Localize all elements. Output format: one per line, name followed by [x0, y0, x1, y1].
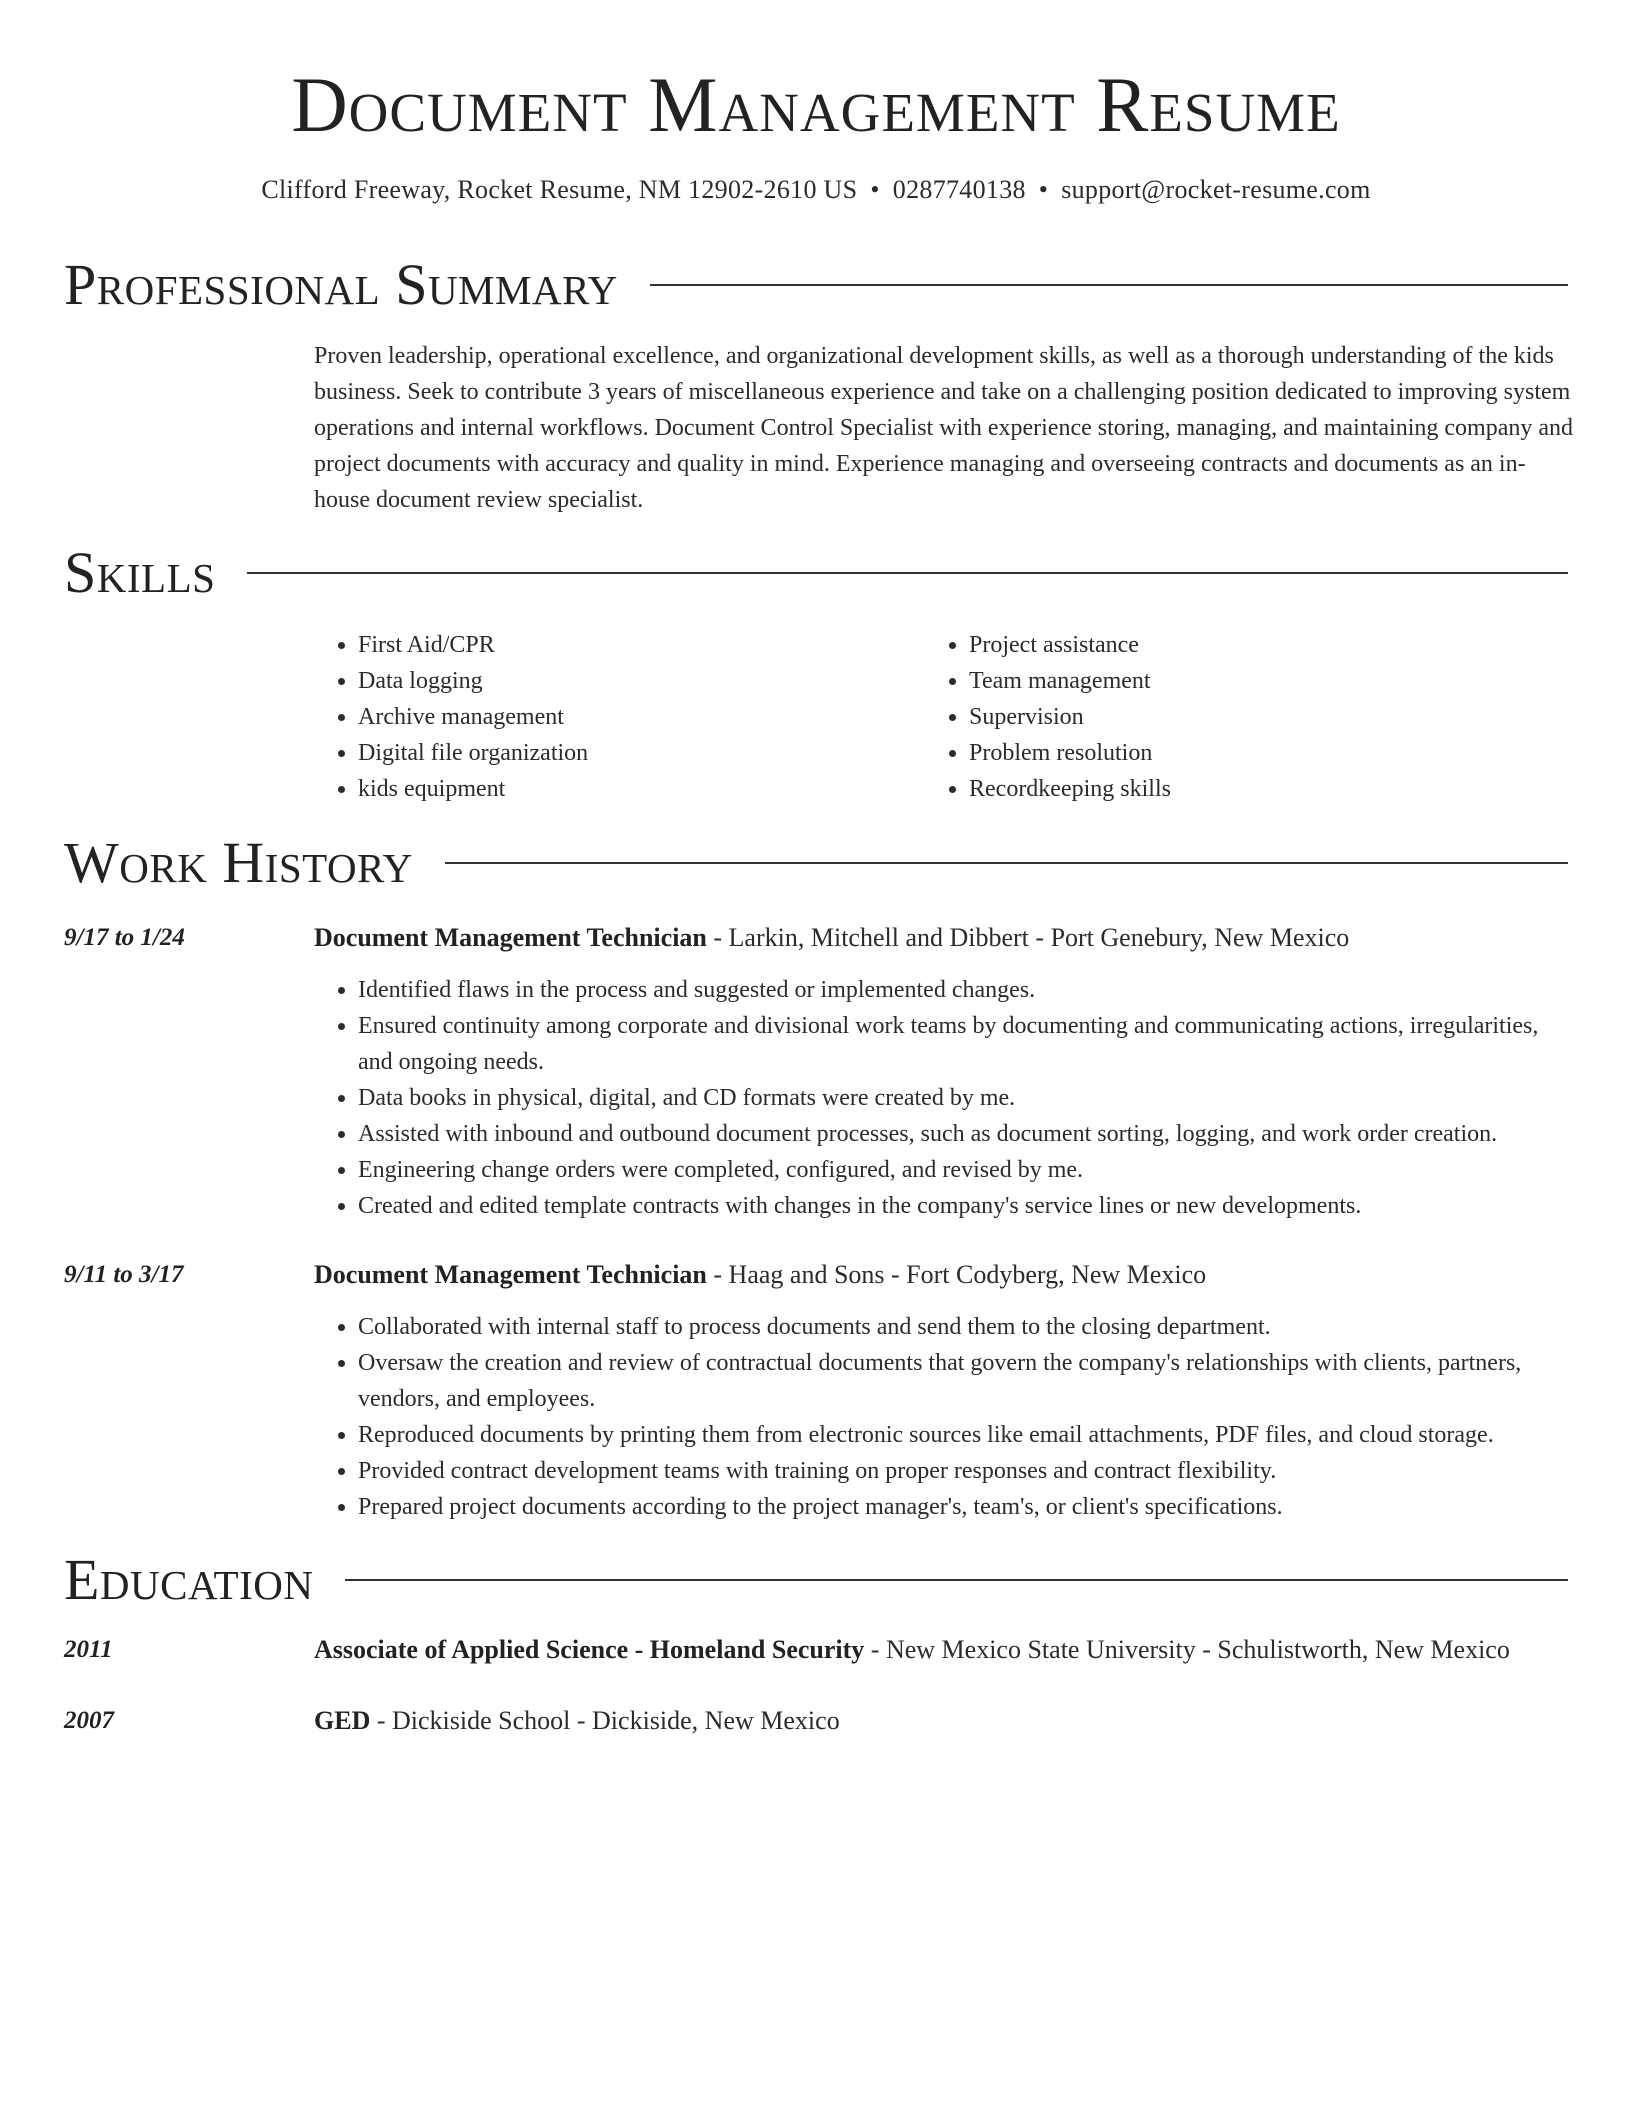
section-rule [650, 284, 1568, 286]
section-rule [247, 572, 1568, 574]
section-title-education: Education [64, 1547, 314, 1612]
resume-title: Document Management Resume [291, 61, 1341, 148]
contact-line [0, 172, 1632, 208]
job-bullet: • Identified flaws in the process and suggested or implemented changes. [358, 972, 1574, 1008]
job-bullet: • Assisted with inbound and outbound document processes, such as document sorting, logging, and work order creation. [358, 1116, 1574, 1152]
separator-dot: • [1038, 175, 1049, 204]
section-header-work [64, 828, 1568, 898]
section-header-skills [64, 538, 1568, 608]
section-title-work: Work History [64, 830, 413, 895]
contact-address: Clifford Freeway, Rocket Resume, NM 12902-2610 US [261, 175, 858, 204]
job-heading [314, 920, 1574, 956]
section-rule [345, 1579, 1568, 1581]
section-rule [445, 862, 1568, 864]
skill-item: • Team management [969, 663, 1485, 699]
section-header-education [64, 1545, 1568, 1615]
contact-phone: 0287740138 [892, 175, 1026, 204]
job-bullet: • Prepared project documents according to the project manager's, team's, or client's specifications. [358, 1489, 1574, 1525]
skill-item: • Project assistance [969, 627, 1485, 663]
skill-item: • Archive management [358, 699, 874, 735]
education-details: - New Mexico State University - Schulistworth, New Mexico [864, 1635, 1510, 1664]
job-bullet: • Oversaw the creation and review of contractual documents that govern the company's relationships with clients, partners, vendors, and employees. [358, 1345, 1574, 1417]
education-entry [314, 1632, 1574, 1668]
education-degree: GED [314, 1706, 371, 1735]
job-details: - Larkin, Mitchell and Dibbert - Port Genebury, New Mexico [706, 923, 1350, 952]
job-bullet: • Ensured continuity among corporate and divisional work teams by documenting and communicating actions, irregularities, and ongoing needs. [358, 1008, 1574, 1080]
skill-item: • Recordkeeping skills [969, 771, 1485, 807]
job-dates: 9/17 to 1/24 [64, 924, 185, 951]
job-bullets [314, 972, 1574, 1224]
skills-list-left [314, 627, 874, 807]
skills-column-left [314, 627, 874, 807]
job-title: Document Management Technician [314, 1260, 707, 1289]
skill-item: • Data logging [358, 663, 874, 699]
skill-item: • Digital file organization [358, 735, 874, 771]
skill-item: • Supervision [969, 699, 1485, 735]
section-header-summary [64, 250, 1568, 320]
separator-dot: • [870, 175, 880, 204]
job-title: Document Management Technician [314, 923, 707, 952]
education-year: 2011 [64, 1636, 113, 1663]
education-year: 2007 [64, 1707, 114, 1734]
job-bullet: • Collaborated with internal staff to process documents and send them to the closing department. [358, 1309, 1574, 1345]
skill-item: • Problem resolution [969, 735, 1485, 771]
education-details: - Dickiside School - Dickiside, New Mexico [370, 1706, 840, 1735]
summary-text: Proven leadership, operational excellence, and organizational development skills, as well as a thorough understanding of the kids business. Seek to contribute 3 years of miscellaneous experience and take on a challenging position dedicated to improving system operations and internal workflows. Document Control Specialist with experience storing, managing, and maintaining company and project documents with accuracy and quality in mind. Experience managing and overseeing contracts and documents as an in-house document review specialist. [314, 343, 1574, 513]
job-bullet: • Created and edited template contracts with changes in the company's service lines or new developments. [358, 1188, 1574, 1224]
job-details: - Haag and Sons - Fort Codyberg, New Mexico [706, 1260, 1207, 1289]
job-bullet: • Engineering change orders were completed, configured, and revised by me. [358, 1152, 1574, 1188]
education-degree: Associate of Applied Science - Homeland Security [314, 1635, 865, 1664]
contact-email: support@rocket-resume.com [1061, 175, 1371, 204]
skills-column-right [925, 627, 1485, 807]
job-heading [314, 1257, 1574, 1293]
section-title-summary: Professional Summary [64, 252, 618, 317]
job-bullets [314, 1309, 1574, 1525]
job-bullet: • Reproduced documents by printing them from electronic sources like email attachments, PDF files, and cloud storage. [358, 1417, 1574, 1453]
skills-list-right [925, 627, 1485, 807]
skill-item: • kids equipment [358, 771, 874, 807]
job-bullet: • Provided contract development teams with training on proper responses and contract flexibility. [358, 1453, 1574, 1489]
job-bullet: • Data books in physical, digital, and CD formats were created by me. [358, 1080, 1574, 1116]
section-title-skills: Skills [64, 540, 216, 605]
skill-item: • First Aid/CPR [358, 627, 874, 663]
education-entry [314, 1703, 1574, 1739]
job-dates: 9/11 to 3/17 [64, 1261, 184, 1288]
